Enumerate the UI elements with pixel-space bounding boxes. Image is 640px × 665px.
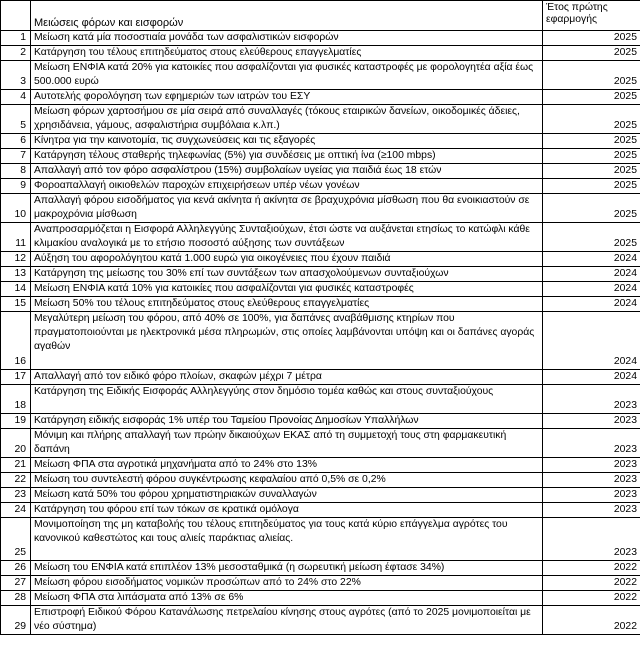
table-row: [1, 223, 640, 252]
table-row: [1, 414, 640, 429]
row-number: 14: [1, 282, 31, 297]
row-number: 20: [1, 429, 31, 458]
header-num: [1, 1, 31, 31]
row-year: 2022: [543, 561, 640, 576]
table-row: [1, 164, 640, 179]
table-row: [1, 46, 640, 61]
row-year: 2024: [543, 252, 640, 267]
row-number: 12: [1, 252, 31, 267]
row-description: Μείωση 50% του τέλους επιτηδεύματος στους ελεύθερους επαγγελματίες: [31, 297, 543, 312]
table-row: [1, 194, 640, 223]
row-year: 2023: [543, 488, 640, 503]
row-year: 2025: [543, 105, 640, 134]
table-row: [1, 518, 640, 561]
table-row: [1, 179, 640, 194]
row-year: 2023: [543, 518, 640, 561]
table-row: [1, 134, 640, 149]
row-description: Απαλλαγή από τον φόρο ασφαλίστρου (15%) συμβολαίων υγείας για παιδιά έως 18 ετών: [31, 164, 543, 179]
row-number: 26: [1, 561, 31, 576]
table-row: [1, 252, 640, 267]
table-row: [1, 105, 640, 134]
row-number: 9: [1, 179, 31, 194]
row-number: 28: [1, 591, 31, 606]
row-description: Απαλλαγή από τον ειδικό φόρο πλοίων, σκαφών μέχρι 7 μέτρα: [31, 370, 543, 385]
table-row: [1, 282, 640, 297]
table-header-row: [1, 1, 640, 31]
row-number: 7: [1, 149, 31, 164]
table-row: [1, 267, 640, 282]
row-year: 2022: [543, 576, 640, 591]
row-description: Αναπροσαρμόζεται η Εισφορά Αλληλεγγύης Συνταξιούχων, έτσι ώστε να αυξάνεται ετησίως το κατώφλι κάθε κλιμακίου αναλογικά με το ετήσιο ποσοστό αύξησης των συντάξεων: [31, 223, 543, 252]
row-number: 18: [1, 385, 31, 414]
row-description: Μόνιμη και πλήρης απαλλαγή των πρώην δικαιούχων ΕΚΑΣ από τη συμμετοχή τους στη φαρμακευτική δαπάνη: [31, 429, 543, 458]
row-description: Κατάργηση της μείωσης του 30% επί των συντάξεων των απασχολούμενων συνταξιούχων: [31, 267, 543, 282]
table-row: [1, 90, 640, 105]
row-year: 2022: [543, 606, 640, 635]
table-row: [1, 370, 640, 385]
row-year: 2024: [543, 282, 640, 297]
row-description: Μείωση κατά μία ποσοστιαία μονάδα των ασφαλιστικών εισφορών: [31, 31, 543, 46]
table-row: [1, 488, 640, 503]
row-description: Μείωση του ΕΝΦΙΑ κατά επιπλέον 13% μεσοσταθμικά (η σωρευτική μείωση έφτασε 34%): [31, 561, 543, 576]
row-year: 2024: [543, 267, 640, 282]
header-description: Μειώσεις φόρων και εισφορών: [31, 1, 543, 31]
row-number: 29: [1, 606, 31, 635]
row-number: 4: [1, 90, 31, 105]
row-number: 15: [1, 297, 31, 312]
row-description: Κατάργηση του φόρου επί των τόκων σε κρατικά ομόλογα: [31, 503, 543, 518]
row-description: Κατάργηση ειδικής εισφοράς 1% υπέρ του Ταμείου Προνοίας Δημοσίων Υπαλλήλων: [31, 414, 543, 429]
table-row: [1, 297, 640, 312]
row-year: 2025: [543, 134, 640, 149]
table-row: [1, 473, 640, 488]
row-number: 5: [1, 105, 31, 134]
row-year: 2025: [543, 149, 640, 164]
table-row: [1, 458, 640, 473]
row-description: Κατάργηση της Ειδικής Εισφοράς Αλληλεγγύης στον δημόσιο τομέα καθώς και στους συνταξιούχους: [31, 385, 543, 414]
row-description: Επιστροφή Ειδικού Φόρου Κατανάλωσης πετρελαίου κίνησης στους αγρότες (από το 2025 μονιμοποιείται με νέο σύστημα): [31, 606, 543, 635]
row-year: 2025: [543, 164, 640, 179]
table-row: [1, 576, 640, 591]
table-row: [1, 591, 640, 606]
row-number: 6: [1, 134, 31, 149]
row-year: 2025: [543, 194, 640, 223]
row-year: 2023: [543, 385, 640, 414]
table-row: [1, 606, 640, 635]
row-description: Μείωση φόρου εισοδήματος νομικών προσώπων από το 24% στο 22%: [31, 576, 543, 591]
row-year: 2025: [543, 223, 640, 252]
row-number: 22: [1, 473, 31, 488]
row-description: Κατάργηση του τέλους επιτηδεύματος στους ελεύθερους επαγγελματίες: [31, 46, 543, 61]
header-year: [543, 1, 640, 31]
row-year: 2023: [543, 458, 640, 473]
table-row: [1, 429, 640, 458]
header-year-line1: Έτος πρώτης: [546, 2, 608, 13]
table-row: [1, 61, 640, 90]
table-row: [1, 312, 640, 370]
row-year: 2022: [543, 591, 640, 606]
row-description: Μονιμοποίηση της μη καταβολής του τέλους επιτηδεύματος για τους κατά κύριο επάγγελμα αγρότες του κανονικού καθεστώτος και τους αλιείς παράκτιας αλιείας.: [31, 518, 543, 561]
row-year: 2023: [543, 414, 640, 429]
row-description: Μείωση ΦΠΑ στα αγροτικά μηχανήματα από το 24% στο 13%: [31, 458, 543, 473]
row-description: Απαλλαγή φόρου εισοδήματος για κενά ακίνητα ή ακίνητα σε βραχυχρόνια μίσθωση που θα ενοικιαστούν σε μακροχρόνια μίσθωση: [31, 194, 543, 223]
row-description: Αύξηση του αφορολόγητου κατά 1.000 ευρώ για οικογένειες που έχουν παιδιά: [31, 252, 543, 267]
row-number: 19: [1, 414, 31, 429]
row-description: Αυτοτελής φορολόγηση των εφημεριών των ιατρών του ΕΣΥ: [31, 90, 543, 105]
row-year: 2023: [543, 473, 640, 488]
row-description: Κατάργηση τέλους σταθερής τηλεφωνίας (5%) για συνδέσεις με οπτική ίνα (≥100 mbps): [31, 149, 543, 164]
row-description: Κίνητρα για την καινοτομία, τις συγχωνεύσεις και τις εξαγορές: [31, 134, 543, 149]
row-description: Φοροαπαλλαγή οικιοθελών παροχών επιχειρήσεων υπέρ νέων γονέων: [31, 179, 543, 194]
row-year: 2024: [543, 297, 640, 312]
row-description: Μείωση φόρων χαρτοσήμου σε μία σειρά από συναλλαγές (τόκους εταιρικών δανείων, οικοδομικές άδειες, χρησιδάνεια, γάμους, ασφαλιστήρια συμβόλαια κ.λπ.): [31, 105, 543, 134]
row-number: 25: [1, 518, 31, 561]
row-number: 8: [1, 164, 31, 179]
row-year: 2024: [543, 312, 640, 370]
table-row: [1, 385, 640, 414]
row-number: 17: [1, 370, 31, 385]
row-year: 2025: [543, 46, 640, 61]
row-year: 2025: [543, 61, 640, 90]
row-description: Μείωση του συντελεστή φόρου συγκέντρωσης κεφαλαίου από 0,5% σε 0,2%: [31, 473, 543, 488]
row-year: 2025: [543, 90, 640, 105]
row-number: 2: [1, 46, 31, 61]
row-number: 1: [1, 31, 31, 46]
row-number: 16: [1, 312, 31, 370]
row-description: Μεγαλύτερη μείωση του φόρου, από 40% σε 100%, για δαπάνες αναβάθμισης κτηρίων που πραγματοποιούνται με ηλεκτρονικά μέσα πληρωμών, στις οποίες λαμβάνονται υπόψη και οι δαπάνες αγοράς αγαθών: [31, 312, 543, 370]
row-number: 3: [1, 61, 31, 90]
row-number: 27: [1, 576, 31, 591]
row-description: Μείωση ΕΝΦΙΑ κατά 10% για κατοικίες που ασφαλίζονται για φυσικές καταστροφές: [31, 282, 543, 297]
row-year: 2023: [543, 429, 640, 458]
row-number: 10: [1, 194, 31, 223]
row-number: 13: [1, 267, 31, 282]
row-description: Μείωση ΕΝΦΙΑ κατά 20% για κατοικίες που ασφαλίζονται για φυσικές καταστροφές με φορολογητέα αξία έως 500.000 ευρώ: [31, 61, 543, 90]
row-number: 11: [1, 223, 31, 252]
row-number: 23: [1, 488, 31, 503]
table-row: [1, 31, 640, 46]
row-year: 2025: [543, 179, 640, 194]
row-year: 2024: [543, 370, 640, 385]
table-row: [1, 561, 640, 576]
row-year: 2023: [543, 503, 640, 518]
row-description: Μείωση κατά 50% του φόρου χρηματιστηριακών συναλλαγών: [31, 488, 543, 503]
row-number: 21: [1, 458, 31, 473]
row-year: 2025: [543, 31, 640, 46]
row-number: 24: [1, 503, 31, 518]
row-description: Μείωση ΦΠΑ στα λιπάσματα από 13% σε 6%: [31, 591, 543, 606]
header-year-line2: εφαρμογής: [546, 14, 598, 25]
table-row: [1, 149, 640, 164]
table-row: [1, 503, 640, 518]
